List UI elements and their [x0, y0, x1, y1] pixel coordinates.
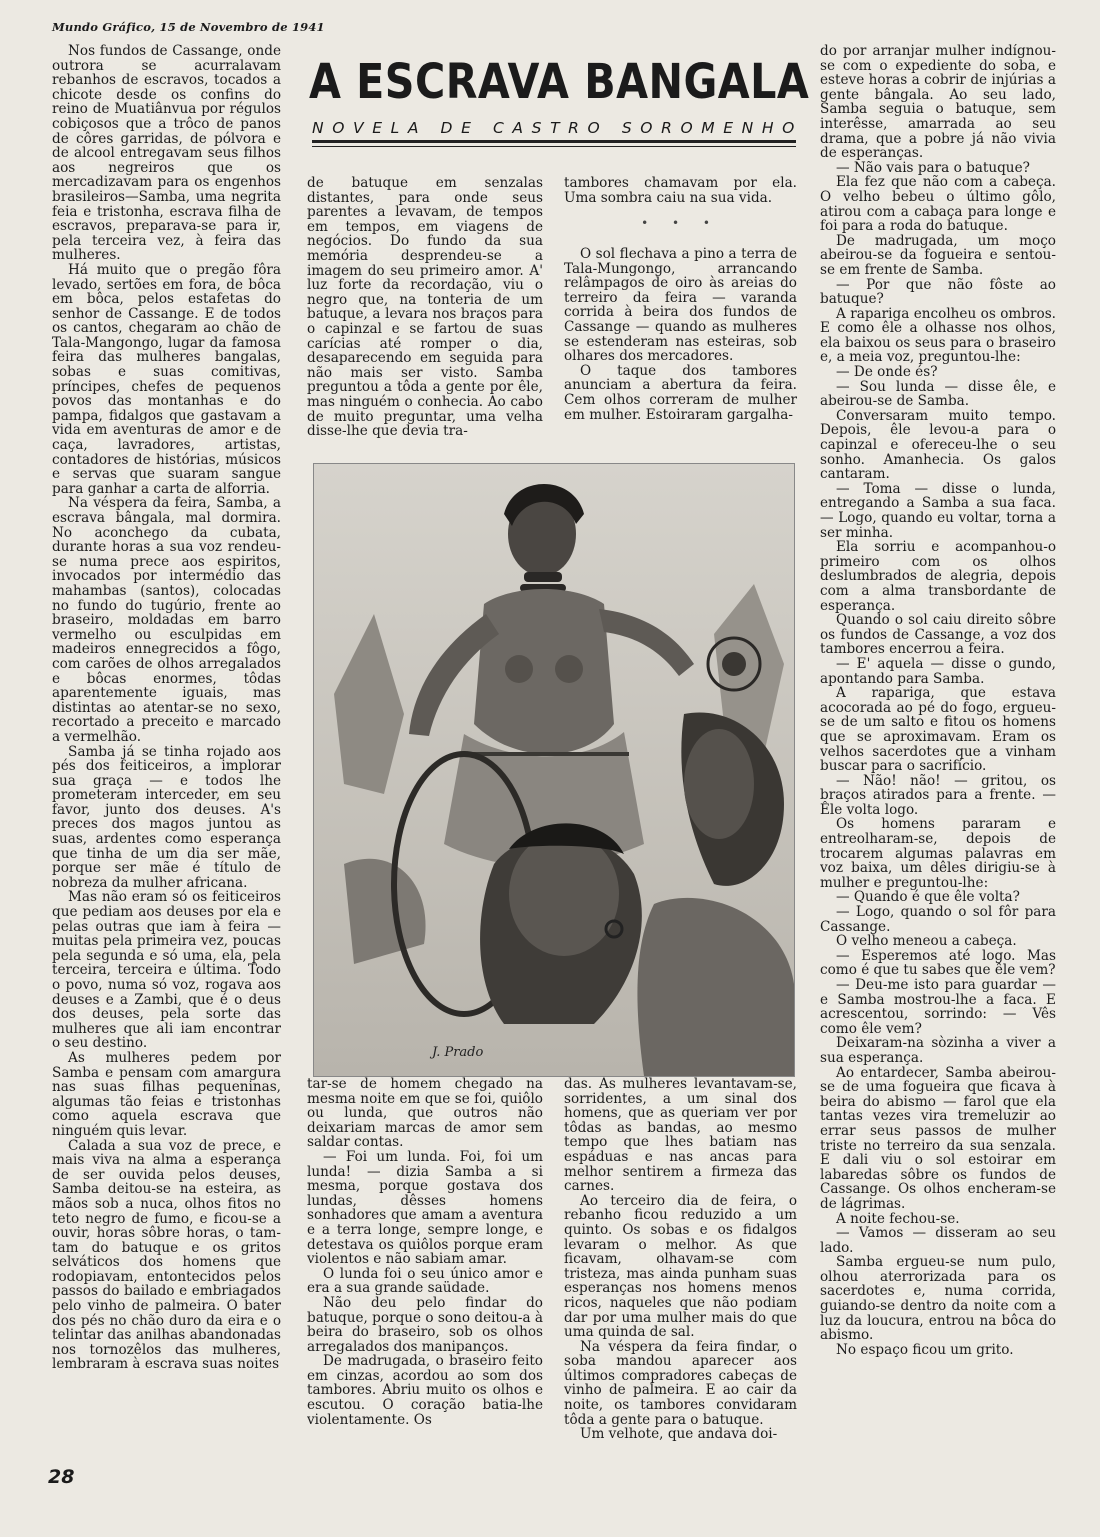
column-3-middle: [564, 247, 797, 447]
paragraph: Há muito que o pregão fôra levado, sertões em fora, de bôca em bôca, pelos estafetas do senhor de Cassange. E de todos os cantos, chegaram ao chão de Tala-Mangongo, lugar da famosa feira das mulheres bangalas, sobas e suas comitivas, príncipes, chefes de pequenos povos das montanhas e do pampa, fidalgos que gastavam a vida em aventuras de amor e de caça, lavradores, artistas, contadores de histórias, músicos e servas que suaram sangue para ganhar a carta de alforria.: [52, 261, 281, 497]
section-break: • • •: [641, 216, 720, 230]
column-1: [52, 44, 281, 1469]
page-number: 28: [48, 1466, 75, 1488]
paragraph: Na véspera da feira findar, o soba mandou aparecer aos últimos compradores cabeças de vinho de palmeira. E ao cair da noite, os tambores convidaram tôda a gente para o batuque.: [564, 1338, 797, 1428]
paragraph: As mulheres pedem por Samba e pensam com amargura nas suas filhas pequeninas, algumas tão feias e tristonhas como aquela escrava que ninguém quis levar.: [52, 1049, 281, 1139]
paragraph: — Por que não fôste ao batuque?: [820, 276, 1056, 308]
paragraph: — Deu-me isto para guardar — e Samba mostrou-lhe a faca. E acrescentou, sorrindo: — Vês como êle vem?: [820, 977, 1056, 1037]
paragraph: No espaço ficou um grito.: [836, 1341, 1014, 1358]
paragraph: O sol flechava a pino a terra de Tala-Mungongo, arrancando relâmpagos de oiro às areias do terreiro da feira — varanda corrida à beira dos fundos de Cassange — quando as mulheres se estenderam nas esteiras, sob olhares dos mercadores.: [564, 247, 797, 365]
paragraph: Ao terceiro dia de feira, o rebanho ficou reduzido a um quinto. Os sobas e os fidalgos levaram o melhor. As que ficavam, olhavam-se com tristeza, mas ainda punham suas esperanças nos homens menos ricos, naqueles que não podiam dar por uma mulher mais do que uma quinda de sal.: [564, 1192, 797, 1341]
paragraph: — Foi um lunda. Foi, foi um lunda! — dizia Samba a si mesma, porque gostava dos lundas, dêsses homens sonhadores que amam a aventura e a terra longe, sempre longe, e detestava os quiôlos porque eram violentos e não sabiam amar.: [307, 1148, 543, 1268]
paragraph: Os homens pararam e entreolharam-se, depois de trocarem algumas palavras em voz baixa, um dêles dirigiu-se à mulher e preguntou-lhe:: [820, 816, 1056, 891]
paragraph: — De onde és?: [836, 364, 938, 381]
illustration-signature: J. Prado: [432, 1045, 484, 1060]
paragraph: de batuque em senzalas distantes, para onde seus parentes a levavam, de tempos em tempos, em viagens de negócios. Do fundo da sua memória desprendeu-se a imagem do seu primeiro amor. A' luz forte da recordação, viu o negro que, na tonteria de um batuque, a levara nos braços para o capinzal e se fartou de suas carícias até romper o dia, desaparecendo em seguida para não mais ser visto. Samba preguntou a tôda a gente por êle, mas ninguém o conhecia. Ao cabo de muito preguntar, uma velha disse-lhe que devia tra-: [307, 176, 543, 440]
paragraph: Samba ergueu-se num pulo, olhou aterrorizada para os sacerdotes e, numa corrida, guiando-se dentro da noite com a luz da loucura, entrou na bôca do abismo.: [820, 1254, 1056, 1344]
paragraph: do por arranjar mulher indígnou-se com o expediente do soba, e esteve horas a cobrir de injúrias a gente bângala. Ao seu lado, Samba seguia o batuque, sem interêsse, amarrada ao seu drama, que a pobre já não vivia de esperanças.: [820, 44, 1056, 162]
paragraph: — E' aquela — disse o gundo, apontando para Samba.: [820, 655, 1056, 687]
paragraph: Quando o sol caiu direito sôbre os fundos de Cassange, a voz dos tambores encerrou a feira.: [820, 612, 1056, 658]
paragraph: A rapariga, que estava acocorada ao pé do fogo, ergueu-se de um salto e fitou os homens que se aproximavam. Eram os velhos sacerdotes que a vinham buscar para o sacrifício.: [820, 685, 1056, 775]
column-3-top: [564, 176, 797, 220]
paragraph: — Vamos — disseram ao seu lado.: [820, 1225, 1056, 1256]
title-rule-thick: [312, 140, 796, 143]
paragraph: tar-se de homem chegado na mesma noite em que se foi, quiôlo ou lunda, que outros não deixariam marcas de amor sem saldar contas.: [307, 1077, 543, 1151]
paragraph: Conversaram muito tempo. Depois, êle levou-a para o capinzal e ofereceu-lhe o seu sonho. Amanhecia. Os galos cantaram.: [820, 407, 1056, 483]
column-4: [820, 44, 1056, 1469]
paragraph: Mas não eram só os feiticeiros que pediam aos deuses por ela e pelas outras que iam à feira — muitas pela primeira vez, poucas pela segunda e só uma, ela, pela terceira, terceira e última. Todo o povo, numa só voz, rogava aos deuses e a Zambi, que é o deus dos deuses, pela sorte das mulheres que ali iam encontrar o seu destino.: [52, 889, 281, 1052]
article-illustration: [313, 463, 795, 1077]
paragraph: — Sou lunda — disse êle, e abeirou-se de Samba.: [820, 378, 1056, 410]
paragraph: Deixaram-na sòzinha a viver a sua esperança.: [820, 1035, 1056, 1066]
paragraph: Calada a sua voz de prece, e mais viva na alma a esperança de ser ouvida pelos deuses, Samba deitou-se na esteira, as mãos sob a nuca, olhos fitos no teto negro de fumo, e ficou-se a ouvir, horas sôbre horas, o tam-tam do batuque e os gritos selváticos dos homens que rodopiavam, entontecidos pelos passos do bailado e embriagados pelo vinho de palmeira. O bater dos pés no chão duro da eira e o telintar das anilhas abandonadas nos tornozêlos das mulheres, lembraram à escrava suas noites: [52, 1137, 281, 1373]
paragraph: O taque dos tambores anunciam a abertura da feira. Cem olhos correram de mulher em mulher. Estoiraram gargalha-: [564, 362, 797, 423]
paragraph: tambores chamavam por ela. Uma sombra caiu na sua vida.: [564, 176, 797, 206]
paragraph: Ela sorriu e acompanhou-o primeiro com os olhos deslumbrados de alegria, depois com a alma transbordante de esperança.: [820, 539, 1056, 614]
column-2-top: [307, 176, 543, 446]
paragraph: Não deu pelo findar do batuque, porque o sono deitou-a à beira do braseiro, sob os olhos arregalados dos manipanços.: [307, 1294, 543, 1355]
paragraph: De madrugada, o braseiro feito em cinzas, acordou ao som dos tambores. Abriu muito os olhos e escutou. O coração batia-lhe violentamente. Os: [307, 1353, 543, 1428]
paragraph: A rapariga encolheu os ombros. E como êle a olhasse nos olhos, ela baixou os seus para o braseiro e, a meia voz, preguntou-lhe:: [820, 305, 1056, 366]
paragraph: — Toma — disse o lunda, entregando a Samba a sua faca. — Logo, quando eu voltar, torna a ser minha.: [820, 480, 1056, 541]
paragraph: — Esperemos até logo. Mas como é que tu sabes que êle vem?: [820, 947, 1056, 979]
paragraph: — Não vais para o batuque?: [836, 159, 1030, 176]
paragraph: — Não! não! — gritou, os braços atirados para a frente. — Êle volta logo.: [820, 772, 1056, 818]
paragraph: — Logo, quando o sol fôr para Cassange.: [820, 904, 1056, 935]
page-header: Mundo Gráfico, 15 de Novembro de 1941: [52, 20, 325, 34]
paragraph: O lunda foi o seu único amor e era a sua grande saüdade.: [307, 1265, 543, 1297]
paragraph: De madrugada, um moço abeirou-se da fogueira e sentou-se em frente de Samba.: [820, 232, 1056, 278]
paragraph: das. As mulheres levantavam-se, sorridentes, a um sinal dos homens, que as queriam ver por tôdas as bandas, ao mesmo tempo que lhes batiam nas espáduas e nas ancas para melhor sentirem a firmeza das carnes.: [564, 1077, 797, 1195]
title-rule-thin: [312, 146, 796, 147]
paragraph: — Quando é que êle volta?: [836, 889, 1020, 906]
paragraph: Na véspera da feira, Samba, a escrava bângala, mal dormira. No aconchego da cubata, durante horas a sua voz rendeu-se numa prece aos espiritos, invocados por intermédio das mahambas (santos), colocadas no fundo do tugúrio, frente ao braseiro, moldadas em barro vermelho ou esculpidas em madeiros ennegrecidos a fôgo, com carões de olhos arregalados e bôcas enormes, tôdas aparentemente iguais, mas distintas ao atentar-se no sexo, recortado a preceito e marcado a vermelhão.: [52, 495, 281, 745]
paragraph: Ela fez que não com a cabeça. O velho bebeu o último gôlo, atirou com a cabaça para longe e foi para a roda do batuque.: [820, 174, 1056, 235]
paragraph: Nos fundos de Cassange, onde outrora se acurralavam rebanhos de escravos, tocados a chicote desde os confins do reino de Muatiânvua por régulos cobiçosos que a trôco de panos de côres garridas, de pólvora e de alcool entregavam seus filhos aos negreiros que os mercadizavam para os engenhos brasileiros—Samba, uma negrita feia e tristonha, escrava filha de escravos, preparava-se para ir, pela terceira vez, à feira das mulheres.: [52, 44, 281, 264]
article-subtitle: NOVELA DE CASTRO SOROMENHO: [312, 119, 803, 137]
paragraph: Samba já se tinha rojado aos pés dos feiticeiros, a implorar sua graça — e todos lhe prometeram interceder, em seu favor, junto dos deuses. A's preces dos magos juntou as suas, ardentes como esperança que tinha de um dia ser mãe, porque ser mãe é título de nobreza da mulher africana.: [52, 743, 281, 891]
paragraph: A noite fechou-se.: [836, 1210, 960, 1227]
article-title: A ESCRAVA BANGALA: [309, 54, 810, 110]
paragraph: O velho meneou a cabeça.: [836, 933, 1017, 950]
illustration-drawing: [314, 464, 794, 1076]
paragraph: Um velhote, que andava doi-: [580, 1426, 778, 1443]
column-3-bottom: [564, 1077, 797, 1477]
paragraph: Ao entardecer, Samba abeirou-se de uma fogueira que ficava à beira do abismo — farol que ela tantas vezes vira tremeluzir ao errar seus passos de mulher triste no terreiro da sua senzala. E dali viu o sol estoirar em labaredas sôbre os fundos de Cassange. Os olhos encheram-se de lágrimas.: [820, 1064, 1056, 1212]
column-2-bottom: [307, 1077, 543, 1477]
